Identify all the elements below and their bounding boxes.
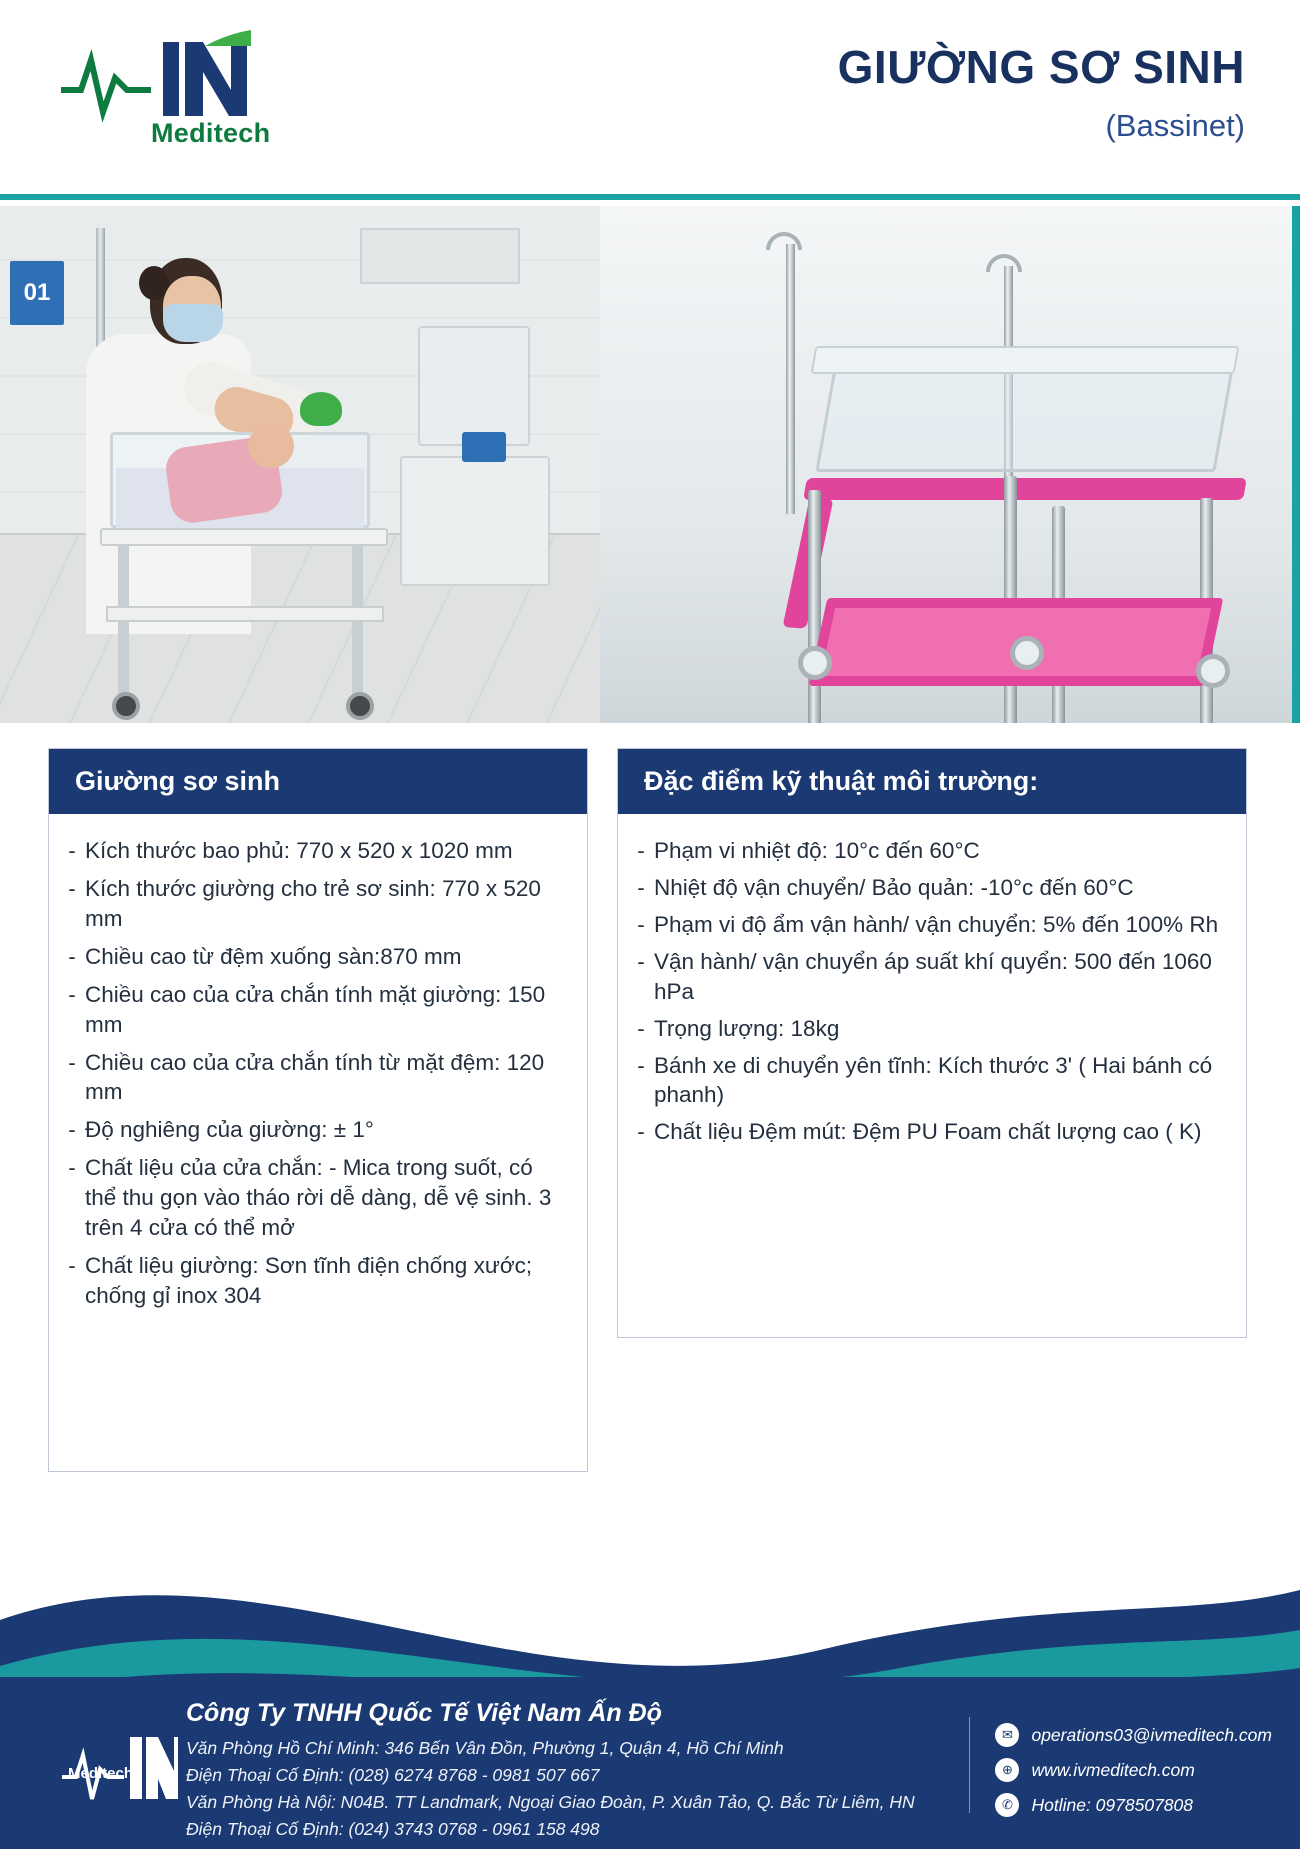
bullet-dash: - bbox=[68, 838, 76, 863]
footer-address-line: Văn Phòng Hà Nội: N04B. TT Landmark, Ngoại Giao Đoàn, P. Xuân Tảo, Q. Bắc Từ Liêm, HN bbox=[186, 1792, 915, 1813]
green-toy bbox=[300, 392, 342, 426]
list-item bbox=[59, 942, 569, 972]
cart-top-frame bbox=[100, 528, 388, 546]
spec-text: Chiều cao của cửa chắn tính mặt giường: 150 mm bbox=[85, 981, 546, 1037]
render-acrylic-tray bbox=[815, 362, 1234, 472]
list-item bbox=[628, 1014, 1228, 1044]
footer-email-text[interactable]: operations03@ivmeditech.com bbox=[1031, 1724, 1272, 1745]
render-hook-right bbox=[986, 254, 1022, 272]
footer-divider bbox=[969, 1717, 970, 1813]
wall-equipment bbox=[418, 326, 530, 446]
render-leg-1 bbox=[808, 490, 821, 723]
spec-text: Độ nghiêng của giường: ± 1° bbox=[85, 1117, 374, 1143]
render-wheel-1 bbox=[798, 646, 832, 680]
wall-cabinet bbox=[360, 228, 520, 284]
spec-text: Phạm vi độ ẩm vận hành/ vận chuyển: 5% đến 100% Rh bbox=[654, 911, 1219, 937]
spec-text: Vận hành/ vận chuyển áp suất khí quyển: 500 đến 1060 hPa bbox=[654, 948, 1212, 1004]
cart-leg-left bbox=[118, 544, 129, 704]
render-pink-frame bbox=[803, 478, 1247, 500]
list-item bbox=[628, 873, 1228, 903]
footer-logo-wordmark: Meditech bbox=[68, 1765, 134, 1782]
render-tray-rim bbox=[811, 346, 1240, 374]
blue-device-indicator bbox=[462, 432, 506, 462]
footer-address-line: Văn Phòng Hồ Chí Minh: 346 Bến Vân Đồn, Phường 1, Quận 4, Hồ Chí Minh bbox=[186, 1738, 784, 1758]
bullet-dash: - bbox=[68, 1155, 76, 1181]
footer-phone-line: Điện Thoại Cố Định: (028) 6274 8768 - 0981 507 667 bbox=[186, 1765, 600, 1786]
footer-contact-block bbox=[995, 1723, 1272, 1828]
bullet-dash: - bbox=[68, 1253, 76, 1279]
spec-text: Chất liệu giường: Sơn tĩnh điện chống xước; chống gỉ inox 304 bbox=[85, 1253, 533, 1308]
list-item bbox=[59, 980, 569, 1040]
panel-left-body bbox=[49, 814, 587, 1335]
bullet-dash: - bbox=[68, 943, 76, 969]
footer-phone-line: Điện Thoại Cố Định: (024) 3743 0768 - 0961 158 498 bbox=[186, 1819, 600, 1840]
spec-text: Kích thước giường cho trẻ sơ sinh: 770 x 520 mm bbox=[85, 875, 541, 931]
list-item bbox=[628, 1051, 1228, 1111]
list-item bbox=[59, 1048, 569, 1108]
face-mask bbox=[163, 304, 223, 342]
render-hook-left bbox=[766, 232, 802, 250]
spec-text: Trọng lượng: 18kg bbox=[654, 1015, 840, 1041]
spec-text: Phạm vi nhiệt độ: 10°c đến 60°C bbox=[654, 838, 980, 863]
envelope-icon: ✉ bbox=[995, 1723, 1019, 1747]
product-photo bbox=[0, 206, 600, 723]
list-item bbox=[628, 836, 1228, 866]
environment-spec-list bbox=[628, 836, 1228, 1147]
bullet-dash: - bbox=[637, 874, 645, 900]
spec-text: Nhiệt độ vận chuyển/ Bảo quản: -10°c đến 60°C bbox=[654, 874, 1134, 900]
spec-text: Chất liệu của cửa chắn: - Mica trong suốt, có thể thu gọn vào tháo rời dễ dàng, dễ vệ sinh. 3 trên 4 cửa có thể mở bbox=[85, 1155, 552, 1241]
panel-left-title: Giường sơ sinh bbox=[49, 749, 587, 814]
bullet-dash: - bbox=[68, 875, 76, 901]
footer-company-name: Công Ty TNHH Quốc Tế Việt Nam Ấn Độ bbox=[186, 1699, 662, 1727]
footer-website-text[interactable]: www.ivmeditech.com bbox=[1031, 1759, 1195, 1780]
spec-text: Chiều cao của cửa chắn tính từ mặt đệm: 120 mm bbox=[85, 1049, 545, 1105]
footer-email-row[interactable] bbox=[995, 1723, 1272, 1747]
bullet-dash: - bbox=[68, 981, 76, 1007]
render-wheel-3 bbox=[1196, 654, 1230, 688]
hero-image-band bbox=[0, 206, 1300, 723]
cart-wheel-right bbox=[346, 692, 374, 720]
bullet-dash: - bbox=[637, 948, 645, 974]
cart-wheel-left bbox=[112, 692, 140, 720]
panel-right-body bbox=[618, 814, 1246, 1170]
bullet-dash: - bbox=[68, 1049, 76, 1075]
panel-product-specs bbox=[48, 748, 588, 1472]
spec-text: Bánh xe di chuyển yên tĩnh: Kích thước 3' ( Hai bánh có phanh) bbox=[654, 1052, 1213, 1108]
baby-head bbox=[248, 424, 294, 468]
panel-right-title: Đặc điểm kỹ thuật môi trường: bbox=[618, 749, 1246, 814]
room-number-sign: 01 bbox=[10, 261, 64, 325]
list-item bbox=[628, 1117, 1228, 1147]
list-item bbox=[628, 910, 1228, 940]
page-footer bbox=[0, 1677, 1300, 1849]
product-spec-list bbox=[59, 836, 569, 1311]
footer-hotline-row[interactable] bbox=[995, 1793, 1272, 1817]
panel-environment-specs bbox=[617, 748, 1247, 1338]
list-item bbox=[59, 1251, 569, 1311]
cart-leg-right bbox=[352, 544, 363, 704]
bullet-dash: - bbox=[637, 1119, 645, 1145]
cart-lower-shelf bbox=[106, 606, 384, 622]
footer-hotline-text[interactable]: Hotline: 0978507808 bbox=[1031, 1794, 1193, 1815]
brand-logo bbox=[55, 20, 295, 170]
list-item bbox=[59, 836, 569, 866]
render-wheel-2 bbox=[1010, 636, 1044, 670]
logo-wordmark: Meditech bbox=[151, 118, 271, 148]
bullet-dash: - bbox=[637, 911, 645, 937]
list-item bbox=[59, 874, 569, 934]
globe-icon: ⊕ bbox=[995, 1758, 1019, 1782]
header-title-group bbox=[838, 40, 1245, 144]
page-title: GIƯỜNG SƠ SINH bbox=[837, 41, 1245, 93]
bullet-dash: - bbox=[68, 1117, 76, 1143]
render-iv-pole-left bbox=[786, 244, 795, 514]
monitor-device bbox=[400, 456, 550, 586]
page-header bbox=[0, 0, 1300, 200]
spec-text: Chiều cao từ đệm xuống sàn:870 mm bbox=[85, 943, 462, 969]
list-item bbox=[59, 1115, 569, 1145]
product-render bbox=[600, 206, 1292, 723]
bullet-dash: - bbox=[637, 838, 645, 863]
list-item bbox=[628, 947, 1228, 1007]
phone-icon: ✆ bbox=[995, 1793, 1019, 1817]
bullet-dash: - bbox=[637, 1015, 645, 1041]
footer-website-row[interactable] bbox=[995, 1758, 1272, 1782]
spec-text: Chất liệu Đệm mút: Đệm PU Foam chất lượng cao ( K) bbox=[654, 1119, 1202, 1145]
list-item bbox=[59, 1153, 569, 1243]
footer-address-block bbox=[186, 1735, 915, 1844]
page-subtitle: (Bassinet) bbox=[1105, 108, 1245, 143]
logo-mark-icon bbox=[55, 20, 295, 130]
spec-text: Kích thước bao phủ: 770 x 520 x 1020 mm bbox=[85, 838, 513, 863]
bullet-dash: - bbox=[637, 1052, 645, 1078]
specs-section bbox=[0, 723, 1300, 1523]
